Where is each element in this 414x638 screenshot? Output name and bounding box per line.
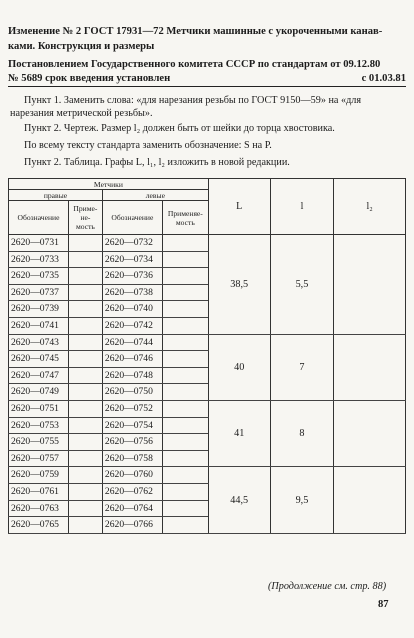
continuation-note: (Продолжение см. стр. 88) xyxy=(268,581,387,592)
decree-line-2: № 5689 срок введения установлен xyxy=(8,73,171,84)
designation-right: 2620—0759 xyxy=(9,467,69,484)
designation-right: 2620—0749 xyxy=(9,384,69,401)
designation-left: 2620—0740 xyxy=(102,301,162,318)
application-left xyxy=(162,235,208,252)
dim-l2 xyxy=(334,235,406,335)
dim-L: 40 xyxy=(208,334,270,400)
application-right xyxy=(68,301,102,318)
designation-right: 2620—0751 xyxy=(9,400,69,417)
application-right xyxy=(68,384,102,401)
dim-L: 38,5 xyxy=(208,235,270,335)
application-left xyxy=(162,317,208,334)
designation-left: 2620—0744 xyxy=(102,334,162,351)
designation-right: 2620—0745 xyxy=(9,351,69,368)
dim-l1: 8 xyxy=(270,400,334,466)
designation-left: 2620—0754 xyxy=(102,417,162,434)
application-right xyxy=(68,467,102,484)
designation-left: 2620—0758 xyxy=(102,450,162,467)
designation-left: 2620—0764 xyxy=(102,500,162,517)
paragraph-4-text: Пункт 2. Таблица. Графы L, l₁, l₂ изложить в новой редакции. xyxy=(24,157,290,168)
table-row xyxy=(9,400,406,417)
dim-l2 xyxy=(334,400,406,466)
application-right xyxy=(68,251,102,268)
designation-right: 2620—0735 xyxy=(9,268,69,285)
designation-left: 2620—0746 xyxy=(102,351,162,368)
application-right xyxy=(68,483,102,500)
application-left xyxy=(162,268,208,285)
dim-l1: 9,5 xyxy=(270,467,334,533)
application-right xyxy=(68,450,102,467)
application-left xyxy=(162,450,208,467)
dim-l1: 5,5 xyxy=(270,235,334,335)
amendment-title xyxy=(8,24,406,54)
header-left: левые xyxy=(102,190,208,201)
paragraph-2 xyxy=(10,122,406,135)
paragraph-1 xyxy=(10,94,406,120)
paragraph-3 xyxy=(10,139,406,152)
paragraph-3-text: По всему тексту стандарта заменить обозначение: S на P. xyxy=(24,140,272,151)
application-left xyxy=(162,483,208,500)
page-number: 87 xyxy=(378,599,389,610)
header-l2: l₂ xyxy=(334,179,406,235)
title-line-2: ками. Конструкция и размеры xyxy=(8,41,155,52)
application-left xyxy=(162,434,208,451)
title-line-1: Изменение № 2 ГОСТ 17931—72 Метчики машинные с укороченными канав- xyxy=(8,26,383,37)
paragraph-2-text: Пункт 2. Чертеж. Размер l₂ должен быть от шейки до торца хвостовика. xyxy=(24,123,335,134)
table-row xyxy=(9,467,406,484)
application-left xyxy=(162,367,208,384)
application-left xyxy=(162,467,208,484)
table-row xyxy=(9,334,406,351)
application-right xyxy=(68,500,102,517)
header-L: L xyxy=(208,179,270,235)
header-designation-left: Обозначение xyxy=(102,201,162,235)
designation-left: 2620—0742 xyxy=(102,317,162,334)
dim-l1: 7 xyxy=(270,334,334,400)
designation-right: 2620—0763 xyxy=(9,500,69,517)
designation-left: 2620—0752 xyxy=(102,400,162,417)
table-row xyxy=(9,235,406,252)
application-right xyxy=(68,417,102,434)
application-left xyxy=(162,517,208,534)
application-right xyxy=(68,317,102,334)
application-left xyxy=(162,417,208,434)
designation-right: 2620—0747 xyxy=(9,367,69,384)
designation-right: 2620—0739 xyxy=(9,301,69,318)
application-right xyxy=(68,367,102,384)
designation-right: 2620—0731 xyxy=(9,235,69,252)
designation-left: 2620—0766 xyxy=(102,517,162,534)
header-application-right: Приме- не- мость xyxy=(68,201,102,235)
designation-left: 2620—0762 xyxy=(102,483,162,500)
paragraph-4 xyxy=(10,156,406,169)
designation-right: 2620—0753 xyxy=(9,417,69,434)
header-application-left: Применяе- мость xyxy=(162,201,208,235)
designation-left: 2620—0748 xyxy=(102,367,162,384)
application-left xyxy=(162,384,208,401)
designation-right: 2620—0757 xyxy=(9,450,69,467)
application-left xyxy=(162,500,208,517)
application-right xyxy=(68,334,102,351)
designation-left: 2620—0750 xyxy=(102,384,162,401)
designation-left: 2620—0738 xyxy=(102,284,162,301)
designation-right: 2620—0741 xyxy=(9,317,69,334)
application-right xyxy=(68,268,102,285)
header-l1: l xyxy=(270,179,334,235)
designation-left: 2620—0756 xyxy=(102,434,162,451)
table-body xyxy=(9,235,406,534)
dim-l2 xyxy=(334,334,406,400)
decree-line-1: Постановлением Государственного комитета СССР по стандартам от 09.12.80 xyxy=(8,59,381,70)
application-left xyxy=(162,400,208,417)
designation-right: 2620—0761 xyxy=(9,483,69,500)
application-left xyxy=(162,334,208,351)
dim-L: 44,5 xyxy=(208,467,270,533)
header-divider xyxy=(8,86,406,87)
application-left xyxy=(162,284,208,301)
application-right xyxy=(68,284,102,301)
dimensions-table xyxy=(8,178,406,534)
application-right xyxy=(68,400,102,417)
effective-date: с 01.03.81 xyxy=(361,73,406,84)
header-right: правые xyxy=(9,190,103,201)
designation-right: 2620—0733 xyxy=(9,251,69,268)
application-left xyxy=(162,301,208,318)
designation-left: 2620—0734 xyxy=(102,251,162,268)
application-left xyxy=(162,351,208,368)
designation-right: 2620—0737 xyxy=(9,284,69,301)
application-right xyxy=(68,434,102,451)
designation-left: 2620—0760 xyxy=(102,467,162,484)
header-taps: Метчики xyxy=(9,179,209,190)
application-right xyxy=(68,235,102,252)
header-designation-right: Обозначение xyxy=(9,201,69,235)
dim-L: 41 xyxy=(208,400,270,466)
decree-block xyxy=(8,58,406,86)
application-right xyxy=(68,351,102,368)
designation-right: 2620—0755 xyxy=(9,434,69,451)
paragraph-1-text: Пункт 1. Заменить слова: «для нарезания резьбы по ГОСТ 9150—59» на «для нарезания метрической резьбы». xyxy=(10,95,362,119)
application-right xyxy=(68,517,102,534)
dim-l2 xyxy=(334,467,406,533)
designation-left: 2620—0736 xyxy=(102,268,162,285)
designation-right: 2620—0765 xyxy=(9,517,69,534)
designation-left: 2620—0732 xyxy=(102,235,162,252)
application-left xyxy=(162,251,208,268)
designation-right: 2620—0743 xyxy=(9,334,69,351)
